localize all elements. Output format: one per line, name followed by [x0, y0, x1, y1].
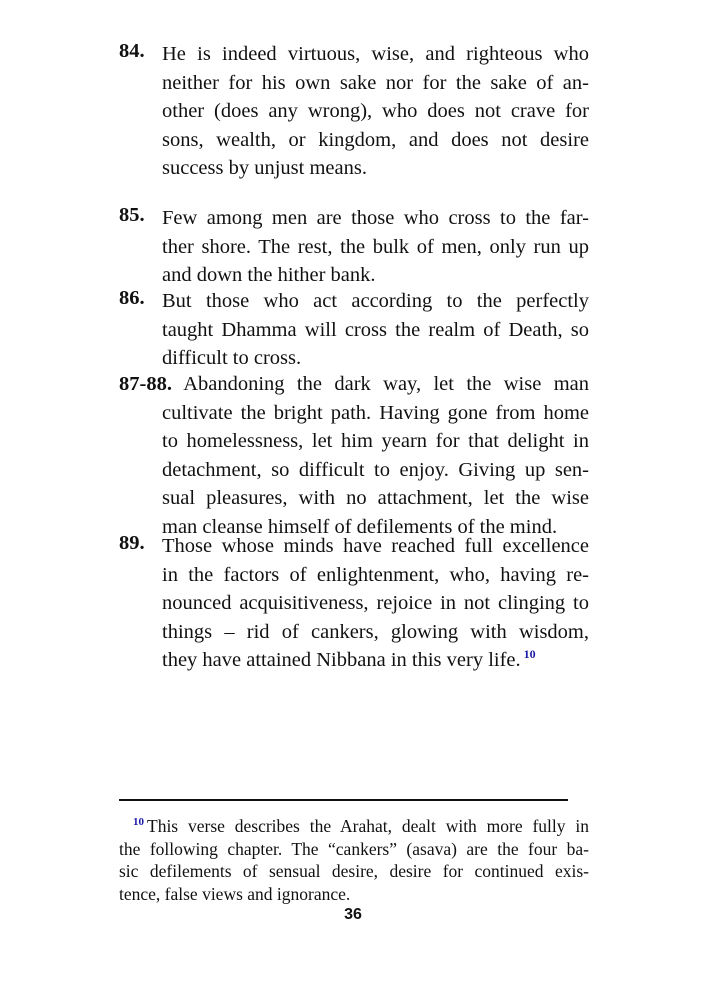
verse-number: 86.: [119, 287, 145, 309]
verse-85: [119, 204, 589, 290]
verse-line: taught Dhamma will cross the realm of Death, so: [162, 318, 589, 341]
verse-line: and down the hither bank.: [162, 264, 376, 286]
verse-line: But those who act according to the perfectly: [162, 290, 589, 312]
footnote-line: tence, false views and ignorance.: [119, 883, 351, 904]
verse-line: things – rid of cankers, glowing with wisdom,: [162, 620, 589, 643]
verse-line: difficult to cross.: [162, 347, 302, 369]
verse-line: detachment, so difficult to enjoy. Giving up sen-: [162, 458, 589, 481]
verse-89: [119, 532, 589, 675]
footnote-marker: 10: [133, 816, 144, 829]
footnote-line: the following chapter. The “cankers” (asava) are the four ba-: [119, 838, 589, 859]
verse-87-88: [119, 370, 589, 541]
footnote-separator: [119, 799, 568, 801]
verse-line: ther shore. The rest, the bulk of men, only run up: [162, 235, 589, 258]
verse-line: sual pleasures, with no attachment, let the wise: [162, 487, 589, 509]
verse-line-text: they have attained Nibbana in this very life.: [162, 649, 521, 671]
footnote-line: sic defilements of sensual desire, desire for continued exis-: [119, 861, 589, 881]
verse-line: neither for his own sake nor for the sake of an-: [162, 71, 589, 94]
footnote-line: [119, 815, 589, 838]
footnote-reference-link[interactable]: 10: [523, 647, 536, 662]
footnote-line-text: This verse describes the Arahat, dealt with more fully in: [147, 816, 589, 836]
footnote: [119, 815, 589, 905]
verse-line: [119, 370, 589, 399]
verse-line: Those whose minds have reached full excellence: [162, 535, 589, 557]
verse-line: in the factors of enlightenment, who, having re-: [162, 563, 589, 586]
verse-line: to homelessness, let him yearn for that delight in: [162, 430, 589, 452]
verse-line: He is indeed virtuous, wise, and righteous who: [162, 43, 589, 65]
verse-line: Few among men are those who cross to the far-: [162, 207, 589, 229]
verse-line: sons, wealth, or kingdom, and does not desire: [162, 128, 589, 151]
verse-line-text: Abandoning the dark way, let the wise man: [183, 373, 589, 395]
verse-line: [162, 646, 589, 675]
verse-number: 85.: [119, 204, 145, 226]
verse-84: [119, 40, 589, 183]
verse-line: man cleanse himself of defilements of the mind.: [162, 515, 558, 538]
verse-number: 84.: [119, 40, 145, 62]
verse-line: nounced acquisitiveness, rejoice in not clinging to: [162, 592, 589, 614]
verse-line: success by unjust means.: [162, 157, 367, 179]
verse-number: 87-88.: [119, 373, 172, 395]
verse-86: [119, 287, 589, 373]
verse-line: other (does any wrong), who does not crave for: [162, 100, 589, 122]
page-number: 36: [344, 906, 362, 923]
verse-line: cultivate the bright path. Having gone from home: [162, 401, 589, 424]
verse-number: 89.: [119, 532, 145, 554]
